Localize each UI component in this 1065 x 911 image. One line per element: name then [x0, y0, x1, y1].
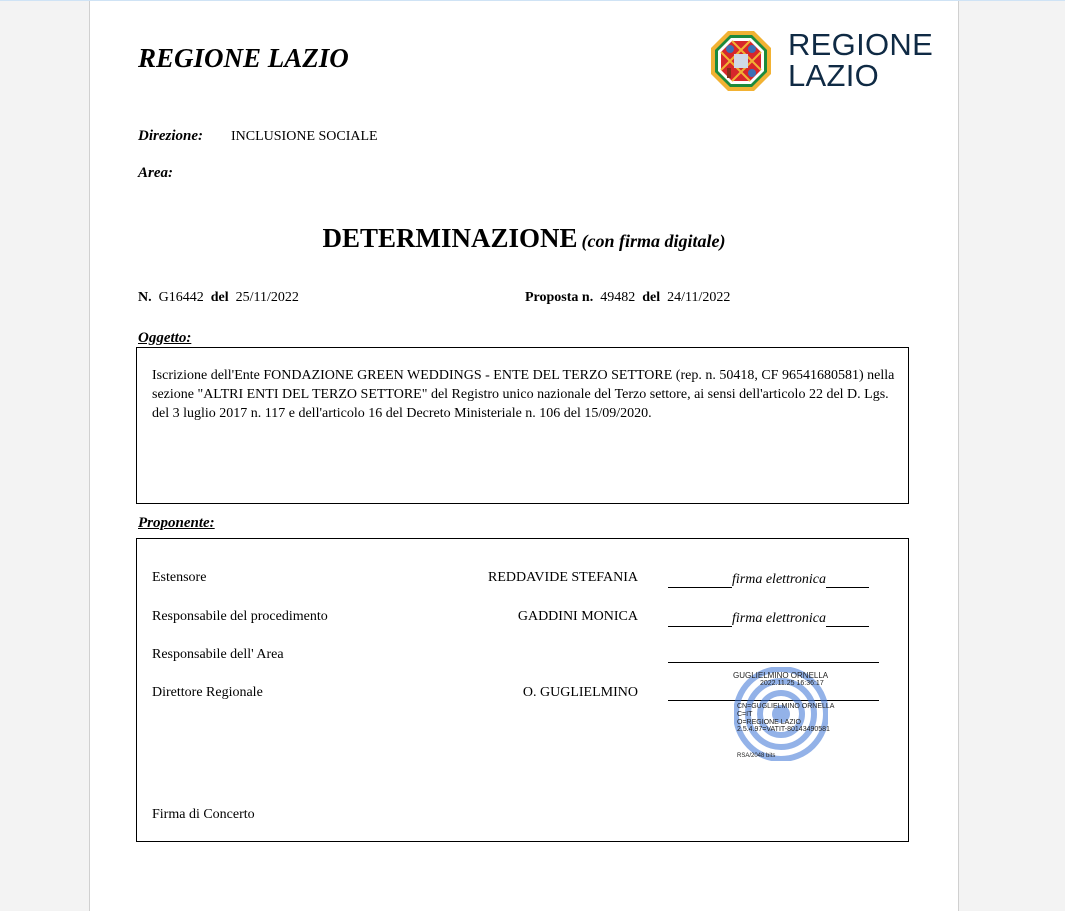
- logo-line-2: LAZIO: [788, 58, 880, 93]
- proposta-value: 49482: [600, 290, 636, 305]
- stamp-signer: GUGLIELMINO ORNELLA: [733, 671, 829, 680]
- region-emblem-icon: [710, 30, 772, 92]
- area-label: Area:: [138, 165, 173, 181]
- document-page: [89, 1, 959, 911]
- stamp-c: C=IT: [737, 711, 753, 718]
- stamp-cn: CN=GUGLIELMINO ORNELLA: [737, 703, 835, 710]
- direzione-value: INCLUSIONE SOCIALE: [231, 129, 378, 144]
- del-label: del: [210, 290, 229, 305]
- oggetto-box: [136, 347, 909, 504]
- proponente-label: Proponente:: [138, 515, 215, 531]
- title-main: DETERMINAZIONE: [322, 223, 578, 253]
- oggetto-label: Oggetto:: [138, 330, 192, 346]
- proposta-label: Proposta n.: [525, 290, 594, 305]
- region-title: REGIONE LAZIO: [138, 43, 349, 73]
- signature-line-area: [668, 648, 879, 663]
- signature-text: firma elettronica: [732, 572, 826, 587]
- oggetto-text: Iscrizione dell'Ente FONDAZIONE GREEN WEDDINGS - ENTE DEL TERZO SETTORE (rep. n. 50418, CF 96541680581) nella sezione "ALTRI ENTI DEL TERZO SETTORE" del Registro unico nazionale del Terzo settore, ai sensi dell'articolo 22 del D. Lgs. del 3 luglio 2017 n. 117 e dell'articolo 16 del Decreto Ministeriale n. 106 del 15/09/2020.: [152, 368, 895, 421]
- stamp-key: RSA/2048 bits: [737, 753, 776, 759]
- direzione-label: Direzione:: [138, 128, 203, 144]
- logo-line-1: REGIONE: [788, 27, 934, 62]
- role-direttore-regionale: Direttore Regionale: [152, 685, 263, 700]
- title-sub: (con firma digitale): [581, 231, 726, 251]
- n-date: 25/11/2022: [235, 290, 299, 305]
- name-direttore-regionale: O. GUGLIELMINO: [522, 685, 638, 700]
- signature-estensore: [668, 570, 876, 588]
- signature-text: firma elettronica: [732, 611, 826, 626]
- determination-number: [138, 290, 299, 306]
- role-estensore: Estensore: [152, 570, 207, 585]
- role-responsabile-procedimento: Responsabile del procedimento: [152, 609, 328, 624]
- stamp-o: O=REGIONE LAZIO: [737, 719, 801, 726]
- stamp-timestamp: 2022.11.25 16:36:17: [760, 680, 824, 687]
- role-responsabile-area: Responsabile dell' Area: [152, 647, 284, 662]
- signature-responsabile-procedimento: [668, 609, 876, 627]
- n-value: G16442: [158, 290, 204, 305]
- stamp-vat: 2.5.4.97=VATIT-80143490581: [737, 726, 830, 733]
- firma-concerto: Firma di Concerto: [152, 807, 255, 822]
- name-estensore: REDDAVIDE STEFANIA: [488, 570, 638, 585]
- proposta-del-label: del: [642, 290, 661, 305]
- logo-wordmark: [788, 29, 933, 91]
- proposta-number: [525, 290, 730, 306]
- n-label: N.: [138, 290, 152, 305]
- name-responsabile-procedimento: GADDINI MONICA: [517, 609, 638, 624]
- regione-lazio-logo: [710, 30, 772, 92]
- digital-signature-stamp: [720, 663, 840, 763]
- document-title: [90, 223, 958, 254]
- proposta-date: 24/11/2022: [667, 290, 731, 305]
